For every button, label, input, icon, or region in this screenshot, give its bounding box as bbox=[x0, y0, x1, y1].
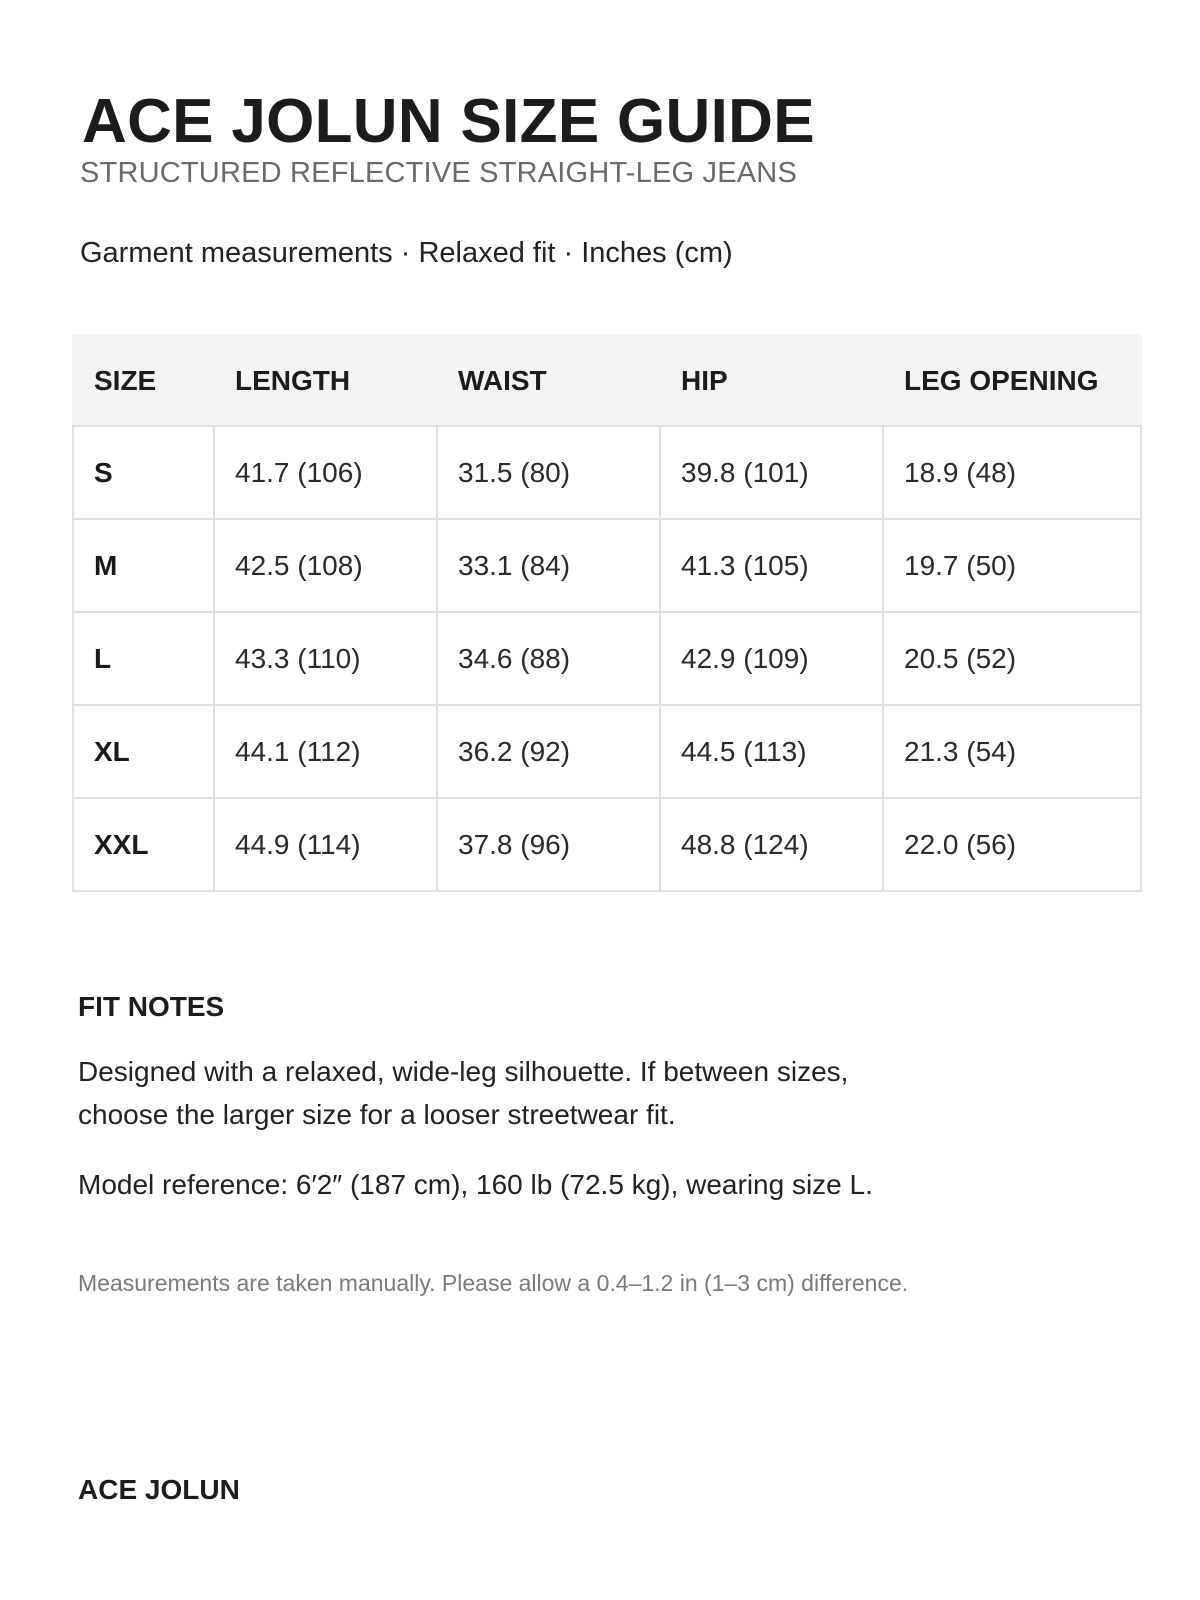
leg-opening-cell: 20.5 (52) bbox=[883, 612, 1141, 705]
waist-cell: 37.8 (96) bbox=[437, 798, 660, 891]
measurement-disclaimer: Measurements are taken manually. Please allow a 0.4–1.2 in (1–3 cm) difference. bbox=[78, 1270, 909, 1296]
table-row bbox=[73, 612, 1141, 705]
page-title: ACE JOLUN SIZE GUIDE bbox=[82, 87, 815, 156]
table-header-row bbox=[73, 335, 1141, 426]
product-subtitle: STRUCTURED REFLECTIVE STRAIGHT-LEG JEANS bbox=[80, 157, 797, 189]
fit-notes-line: choose the larger size for a looser streetwear fit. bbox=[78, 1099, 676, 1130]
hip-cell: 48.8 (124) bbox=[660, 798, 883, 891]
size-cell: L bbox=[73, 612, 214, 705]
length-cell: 42.5 (108) bbox=[214, 519, 437, 612]
length-cell: 43.3 (110) bbox=[214, 612, 437, 705]
fit-notes-heading: FIT NOTES bbox=[78, 991, 225, 1022]
waist-cell: 33.1 (84) bbox=[437, 519, 660, 612]
size-cell: XL bbox=[73, 705, 214, 798]
column-header-size: SIZE bbox=[73, 335, 214, 426]
measurement-info: Garment measurements · Relaxed fit · Inches (cm) bbox=[80, 237, 733, 269]
size-cell: XXL bbox=[73, 798, 214, 891]
column-header-leg-opening: LEG OPENING bbox=[883, 335, 1141, 426]
waist-cell: 34.6 (88) bbox=[437, 612, 660, 705]
leg-opening-cell: 19.7 (50) bbox=[883, 519, 1141, 612]
hip-cell: 39.8 (101) bbox=[660, 426, 883, 519]
leg-opening-cell: 21.3 (54) bbox=[883, 705, 1141, 798]
hip-cell: 44.5 (113) bbox=[660, 705, 883, 798]
column-header-waist: WAIST bbox=[437, 335, 660, 426]
length-cell: 44.1 (112) bbox=[214, 705, 437, 798]
length-cell: 41.7 (106) bbox=[214, 426, 437, 519]
column-header-hip: HIP bbox=[660, 335, 883, 426]
size-cell: M bbox=[73, 519, 214, 612]
fit-notes-text bbox=[78, 1050, 978, 1136]
length-cell: 44.9 (114) bbox=[214, 798, 437, 891]
fit-notes-line: Designed with a relaxed, wide-leg silhouette. If between sizes, bbox=[78, 1056, 849, 1087]
column-header-length: LENGTH bbox=[214, 335, 437, 426]
brand-footer: ACE JOLUN bbox=[78, 1474, 240, 1505]
size-chart-table bbox=[72, 334, 1142, 892]
model-reference: Model reference: 6′2″ (187 cm), 160 lb (72.5 kg), wearing size L. bbox=[78, 1169, 873, 1200]
size-cell: S bbox=[73, 426, 214, 519]
leg-opening-cell: 22.0 (56) bbox=[883, 798, 1141, 891]
table-row bbox=[73, 798, 1141, 891]
table-row bbox=[73, 519, 1141, 612]
hip-cell: 42.9 (109) bbox=[660, 612, 883, 705]
waist-cell: 36.2 (92) bbox=[437, 705, 660, 798]
table-row bbox=[73, 426, 1141, 519]
hip-cell: 41.3 (105) bbox=[660, 519, 883, 612]
leg-opening-cell: 18.9 (48) bbox=[883, 426, 1141, 519]
waist-cell: 31.5 (80) bbox=[437, 426, 660, 519]
table-row bbox=[73, 705, 1141, 798]
